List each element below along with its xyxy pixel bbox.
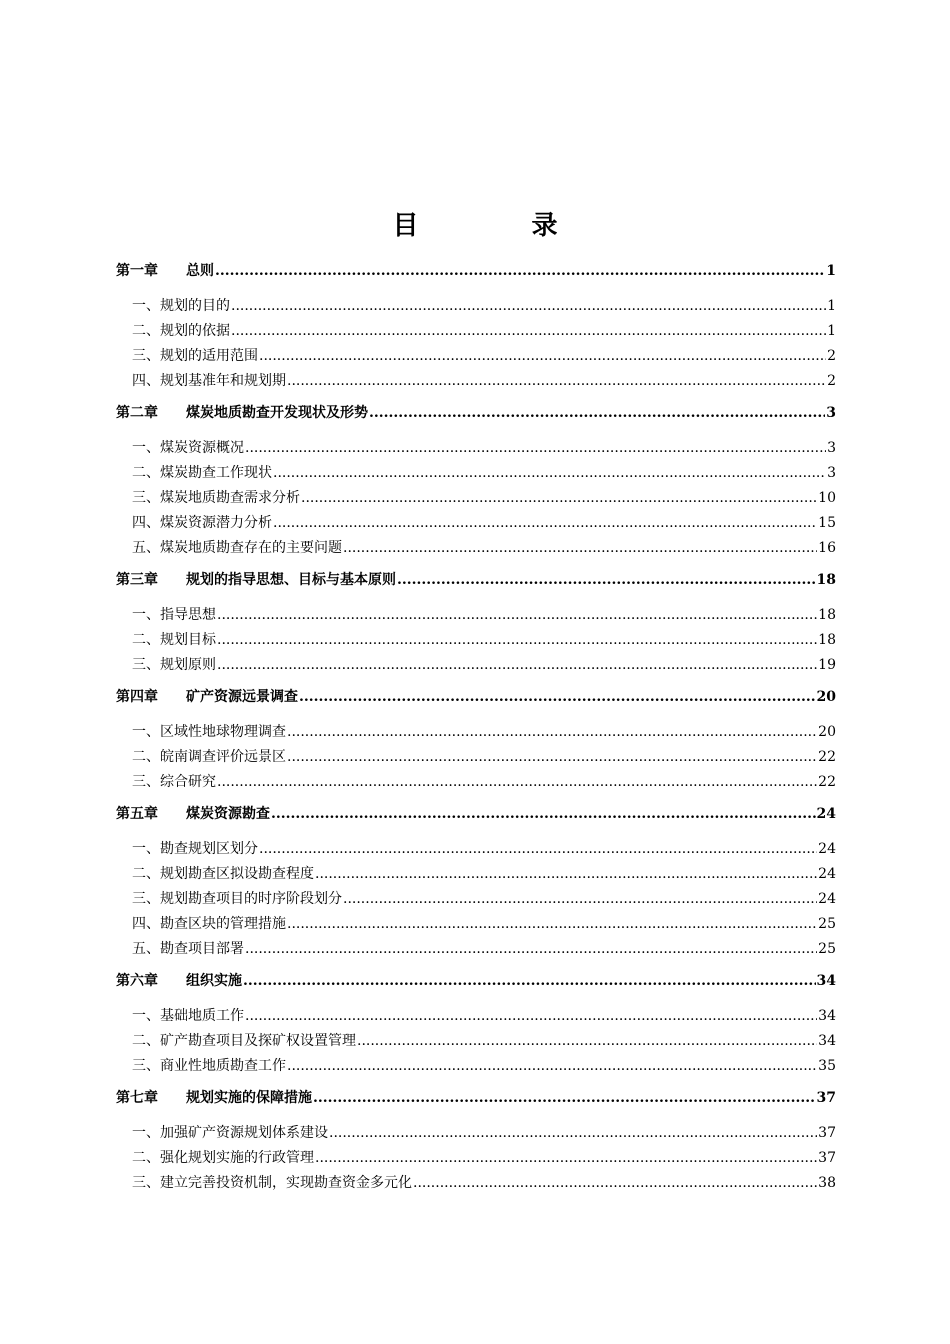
group-spacer xyxy=(116,394,836,398)
chapter-number: 第六章 xyxy=(116,973,158,989)
section-title: 二、皖南调查评价远景区 xyxy=(132,749,286,765)
section-title: 四、勘查区块的管理措施 xyxy=(132,916,286,932)
page-title: 目 录 xyxy=(392,211,610,241)
section-page-number: 37 xyxy=(818,1125,836,1141)
toc-chapter-entry[interactable] xyxy=(116,1087,836,1109)
chapter-number: 第四章 xyxy=(116,689,158,705)
chapter-number: 第三章 xyxy=(116,572,158,588)
chapter-title: 规划的指导思想、目标与基本原则 xyxy=(186,572,396,588)
toc-section-entry[interactable] xyxy=(116,837,836,862)
section-title: 二、强化规划实施的行政管理 xyxy=(132,1150,314,1166)
chapter-number: 第二章 xyxy=(116,405,158,421)
dot-leader xyxy=(217,628,817,653)
toc-section-entry[interactable] xyxy=(116,653,836,678)
group-spacer xyxy=(116,561,836,565)
section-title: 二、规划勘查区拟设勘查程度 xyxy=(132,866,314,882)
chapter-title: 煤炭资源勘查 xyxy=(186,806,270,822)
dot-leader xyxy=(245,436,826,461)
table-of-contents xyxy=(116,258,836,1200)
dot-leader xyxy=(217,603,817,628)
dot-leader xyxy=(287,1054,817,1079)
chapter-title: 矿产资源远景调查 xyxy=(186,689,298,705)
dot-leader xyxy=(287,720,817,745)
toc-section-entry[interactable] xyxy=(116,319,836,344)
section-page-number: 24 xyxy=(818,891,836,907)
section-page-number: 19 xyxy=(818,657,836,673)
toc-section-entry[interactable] xyxy=(116,887,836,912)
dot-leader xyxy=(215,260,825,282)
toc-chapter-entry[interactable] xyxy=(116,402,836,424)
section-page-number: 1 xyxy=(827,323,836,339)
dot-leader xyxy=(287,912,817,937)
toc-chapter-entry[interactable] xyxy=(116,569,836,591)
section-page-number: 38 xyxy=(818,1175,836,1191)
section-title: 四、煤炭资源潜力分析 xyxy=(132,515,272,531)
toc-section-entry[interactable] xyxy=(116,344,836,369)
toc-section-entry[interactable] xyxy=(116,720,836,745)
chapter-page-number: 34 xyxy=(816,973,836,989)
section-title: 二、规划的依据 xyxy=(132,323,230,339)
toc-chapter-entry[interactable] xyxy=(116,803,836,825)
group-spacer xyxy=(116,795,836,799)
dot-leader xyxy=(315,862,817,887)
chapter-page-number: 18 xyxy=(816,572,836,588)
section-page-number: 34 xyxy=(818,1033,836,1049)
dot-leader xyxy=(301,486,817,511)
section-page-number: 34 xyxy=(818,1008,836,1024)
chapter-page-number: 20 xyxy=(816,689,836,705)
dot-leader xyxy=(343,536,817,561)
toc-section-entry[interactable] xyxy=(116,436,836,461)
toc-section-entry[interactable] xyxy=(116,1146,836,1171)
section-title: 三、规划勘查项目的时序阶段划分 xyxy=(132,891,342,907)
section-page-number: 20 xyxy=(818,724,836,740)
dot-leader xyxy=(413,1171,817,1196)
toc-section-entry[interactable] xyxy=(116,486,836,511)
section-page-number: 3 xyxy=(827,465,836,481)
toc-chapter-entry[interactable] xyxy=(116,970,836,992)
chapter-title: 总则 xyxy=(186,263,214,279)
toc-section-entry[interactable] xyxy=(116,511,836,536)
dot-leader xyxy=(329,1121,817,1146)
toc-section-entry[interactable] xyxy=(116,603,836,628)
section-page-number: 37 xyxy=(818,1150,836,1166)
dot-leader xyxy=(313,1087,816,1109)
section-page-number: 22 xyxy=(818,749,836,765)
toc-section-entry[interactable] xyxy=(116,536,836,561)
section-title: 三、综合研究 xyxy=(132,774,216,790)
section-title: 二、煤炭勘查工作现状 xyxy=(132,465,272,481)
section-page-number: 3 xyxy=(827,440,836,456)
dot-leader xyxy=(273,461,826,486)
toc-chapter-entry[interactable] xyxy=(116,260,836,282)
section-title: 一、区域性地球物理调查 xyxy=(132,724,286,740)
chapter-page-number: 1 xyxy=(826,263,836,279)
section-page-number: 25 xyxy=(818,916,836,932)
dot-leader xyxy=(369,402,825,424)
group-spacer xyxy=(116,1079,836,1083)
toc-section-entry[interactable] xyxy=(116,1054,836,1079)
dot-leader xyxy=(243,970,816,992)
section-page-number: 16 xyxy=(818,540,836,556)
section-page-number: 24 xyxy=(818,841,836,857)
chapter-page-number: 24 xyxy=(816,806,836,822)
dot-leader xyxy=(315,1146,817,1171)
toc-section-entry[interactable] xyxy=(116,294,836,319)
chapter-title: 煤炭地质勘查开发现状及形势 xyxy=(186,405,368,421)
dot-leader xyxy=(259,344,826,369)
section-title: 三、规划的适用范围 xyxy=(132,348,258,364)
group-spacer xyxy=(116,1196,836,1200)
section-title: 一、勘查规划区划分 xyxy=(132,841,258,857)
section-title: 三、商业性地质勘查工作 xyxy=(132,1058,286,1074)
toc-section-entry[interactable] xyxy=(116,628,836,653)
section-page-number: 15 xyxy=(818,515,836,531)
dot-leader xyxy=(287,369,826,394)
toc-section-entry[interactable] xyxy=(116,1029,836,1054)
dot-leader xyxy=(245,1004,817,1029)
dot-leader xyxy=(397,569,816,591)
section-page-number: 10 xyxy=(818,490,836,506)
section-title: 二、矿产勘查项目及探矿权设置管理 xyxy=(132,1033,356,1049)
toc-section-entry[interactable] xyxy=(116,862,836,887)
dot-leader xyxy=(299,686,816,708)
chapter-number: 第五章 xyxy=(116,806,158,822)
section-page-number: 24 xyxy=(818,866,836,882)
toc-section-entry[interactable] xyxy=(116,1004,836,1029)
section-title: 五、勘查项目部署 xyxy=(132,941,244,957)
section-page-number: 2 xyxy=(827,348,836,364)
section-title: 一、加强矿产资源规划体系建设 xyxy=(132,1125,328,1141)
toc-section-entry[interactable] xyxy=(116,745,836,770)
toc-section-entry[interactable] xyxy=(116,1171,836,1196)
section-page-number: 18 xyxy=(818,607,836,623)
dot-leader xyxy=(245,937,817,962)
section-page-number: 2 xyxy=(827,373,836,389)
chapter-page-number: 37 xyxy=(816,1090,836,1106)
section-page-number: 1 xyxy=(827,298,836,314)
dot-leader xyxy=(259,837,817,862)
chapter-title: 组织实施 xyxy=(186,973,242,989)
section-title: 五、煤炭地质勘查存在的主要问题 xyxy=(132,540,342,556)
toc-chapter-entry[interactable] xyxy=(116,686,836,708)
toc-section-entry[interactable] xyxy=(116,1121,836,1146)
section-page-number: 25 xyxy=(818,941,836,957)
section-title: 一、煤炭资源概况 xyxy=(132,440,244,456)
toc-section-entry[interactable] xyxy=(116,937,836,962)
section-title: 三、建立完善投资机制，实现勘查资金多元化 xyxy=(132,1175,412,1191)
chapter-page-number: 3 xyxy=(826,405,836,421)
section-title: 一、基础地质工作 xyxy=(132,1008,244,1024)
dot-leader xyxy=(357,1029,817,1054)
section-title: 一、指导思想 xyxy=(132,607,216,623)
group-spacer xyxy=(116,962,836,966)
group-spacer xyxy=(116,678,836,682)
toc-section-entry[interactable] xyxy=(116,770,836,795)
dot-leader xyxy=(343,887,817,912)
dot-leader xyxy=(217,770,817,795)
chapter-number: 第一章 xyxy=(116,263,158,279)
dot-leader xyxy=(217,653,817,678)
chapter-number: 第七章 xyxy=(116,1090,158,1106)
section-page-number: 18 xyxy=(818,632,836,648)
dot-leader xyxy=(273,511,817,536)
section-page-number: 22 xyxy=(818,774,836,790)
section-title: 一、规划的目的 xyxy=(132,298,230,314)
section-title: 二、规划目标 xyxy=(132,632,216,648)
toc-section-entry[interactable] xyxy=(116,369,836,394)
dot-leader xyxy=(231,294,826,319)
toc-section-entry[interactable] xyxy=(116,461,836,486)
dot-leader xyxy=(231,319,826,344)
dot-leader xyxy=(271,803,816,825)
toc-section-entry[interactable] xyxy=(116,912,836,937)
section-title: 三、规划原则 xyxy=(132,657,216,673)
section-page-number: 35 xyxy=(818,1058,836,1074)
section-title: 四、规划基准年和规划期 xyxy=(132,373,286,389)
chapter-title: 规划实施的保障措施 xyxy=(186,1090,312,1106)
section-title: 三、煤炭地质勘查需求分析 xyxy=(132,490,300,506)
dot-leader xyxy=(287,745,817,770)
